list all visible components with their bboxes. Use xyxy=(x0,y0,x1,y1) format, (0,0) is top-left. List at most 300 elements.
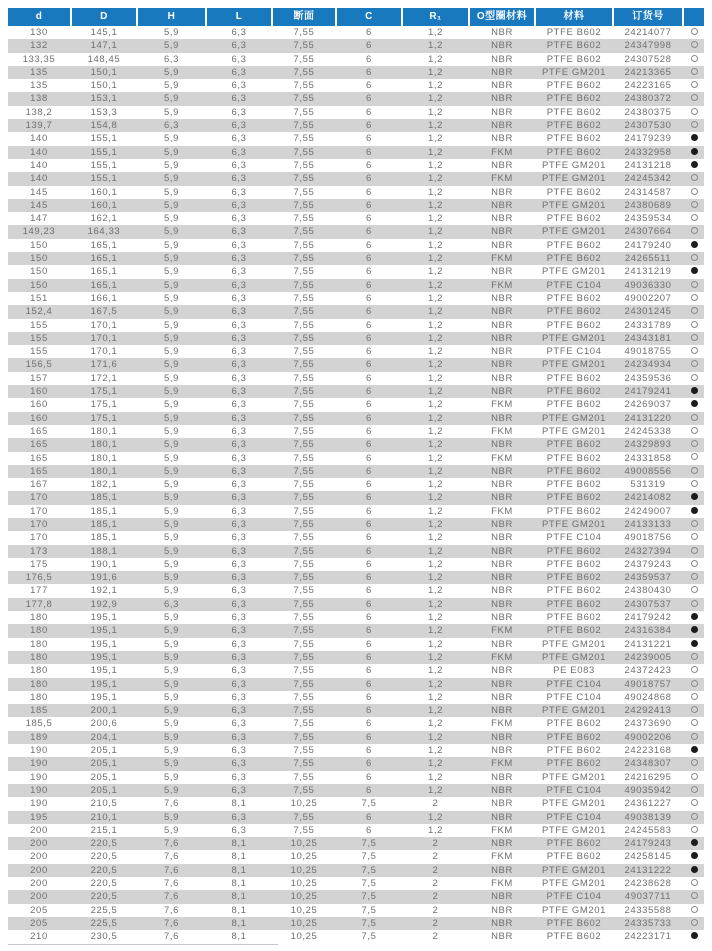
availability-cell xyxy=(684,39,704,52)
table-cell: 6,3 xyxy=(231,266,247,278)
table-cell: 6 xyxy=(366,731,372,743)
table-cell: NBR xyxy=(491,585,513,597)
table-cell: 1,2 xyxy=(427,133,443,145)
table-cell: 6,3 xyxy=(231,545,247,557)
table-cell: PTFE C104 xyxy=(546,678,602,690)
table-cell: 1,2 xyxy=(427,27,443,38)
table-cell: 200 xyxy=(30,824,48,836)
table-cell: 1,2 xyxy=(427,771,443,783)
table-row xyxy=(8,398,704,411)
availability-hollow-circle-icon xyxy=(691,547,698,554)
table-cell: 5,9 xyxy=(163,518,179,530)
table-cell: 5,9 xyxy=(163,625,179,637)
table-row xyxy=(8,146,704,159)
table-cell: 24307664 xyxy=(624,226,672,238)
table-cell: NBR xyxy=(491,532,513,544)
availability-cell xyxy=(684,265,704,278)
table-cell: PTFE B602 xyxy=(546,598,602,610)
table-cell: 145 xyxy=(30,186,48,198)
table-cell: 7,55 xyxy=(293,572,315,584)
table-cell: FKM xyxy=(491,651,513,663)
table-cell: 1,2 xyxy=(427,306,443,318)
table-cell: 7,55 xyxy=(293,718,315,730)
table-cell: 7,55 xyxy=(293,465,315,477)
table-cell: 7,55 xyxy=(293,545,315,557)
table-cell: 1,2 xyxy=(427,811,443,823)
table-cell: 6 xyxy=(366,372,372,384)
table-cell: 1,2 xyxy=(427,266,443,278)
table-cell: 220,5 xyxy=(90,891,118,903)
table-cell: PTFE B602 xyxy=(546,93,602,105)
table-cell: PTFE GM201 xyxy=(541,266,607,278)
table-cell: NBR xyxy=(491,306,513,318)
table-cell: 24179240 xyxy=(624,239,672,251)
table-cell: 1,2 xyxy=(427,572,443,584)
table-cell: 170,1 xyxy=(90,332,118,344)
table-cell: 6 xyxy=(366,53,372,65)
table-cell: 24332958 xyxy=(624,146,672,158)
table-cell: 150,1 xyxy=(90,80,118,92)
table-cell: FKM xyxy=(491,758,513,770)
availability-hollow-circle-icon xyxy=(691,94,698,101)
table-cell: NBR xyxy=(491,27,513,38)
table-cell: 2 xyxy=(432,798,439,810)
table-cell: 155,1 xyxy=(90,133,118,145)
table-cell: 5,9 xyxy=(163,412,179,424)
availability-hollow-circle-icon xyxy=(691,560,698,567)
table-cell: NBR xyxy=(491,917,513,929)
table-cell: FKM xyxy=(491,505,513,517)
table-cell: 7,55 xyxy=(293,625,315,637)
table-row xyxy=(8,239,704,252)
table-cell: 6,3 xyxy=(231,718,247,730)
table-cell: NBR xyxy=(491,332,513,344)
table-cell: 1,2 xyxy=(427,106,443,118)
table-cell: FKM xyxy=(491,824,513,836)
table-cell: 7,55 xyxy=(293,678,315,690)
table-cell: 531319 xyxy=(630,479,666,491)
table-cell: 24179242 xyxy=(624,612,672,624)
table-cell: NBR xyxy=(491,731,513,743)
table-cell: 173 xyxy=(30,545,48,557)
table-cell: 1,2 xyxy=(427,598,443,610)
table-cell: PTFE B602 xyxy=(546,319,602,331)
table-cell: 180 xyxy=(30,612,48,624)
table-cell: 7,6 xyxy=(163,798,179,810)
table-cell: 7,55 xyxy=(293,213,315,225)
table-row xyxy=(8,757,704,770)
table-cell: NBR xyxy=(491,40,513,52)
table-cell: 7,55 xyxy=(293,226,315,238)
table-cell: 180,1 xyxy=(90,465,118,477)
table-cell: 6 xyxy=(366,479,372,491)
table-row xyxy=(8,624,704,637)
table-row xyxy=(8,505,704,518)
availability-cell xyxy=(684,797,704,810)
table-cell: NBR xyxy=(491,811,513,823)
table-cell: 24131222 xyxy=(624,864,672,876)
table-cell: 7,55 xyxy=(293,705,315,717)
table-cell: 6,3 xyxy=(231,186,247,198)
table-cell: 49008556 xyxy=(624,465,672,477)
table-cell: 24131219 xyxy=(624,266,672,278)
table-row xyxy=(8,119,704,132)
table-cell: 24379243 xyxy=(624,558,672,570)
table-cell: 7,55 xyxy=(293,691,315,703)
availability-hollow-circle-icon xyxy=(691,41,698,48)
availability-cell xyxy=(684,425,704,438)
table-cell: NBR xyxy=(491,838,513,850)
availability-cell xyxy=(684,505,704,518)
table-cell: NBR xyxy=(491,292,513,304)
table-cell: 5,9 xyxy=(163,27,179,38)
table-cell: 1,2 xyxy=(427,346,443,358)
table-cell: 7,55 xyxy=(293,253,315,265)
availability-cell xyxy=(684,452,704,465)
table-row xyxy=(8,385,704,398)
table-cell: 180 xyxy=(30,638,48,650)
availability-hollow-circle-icon xyxy=(691,188,698,195)
table-cell: 185,1 xyxy=(90,505,118,517)
table-cell: PTFE B602 xyxy=(546,758,602,770)
table-cell: 190 xyxy=(30,745,48,757)
availability-hollow-circle-icon xyxy=(691,227,698,234)
table-cell: 6,3 xyxy=(231,505,247,517)
table-cell: 7,55 xyxy=(293,106,315,118)
table-cell: NBR xyxy=(491,213,513,225)
table-cell: 1,2 xyxy=(427,784,443,796)
table-cell: 153,3 xyxy=(90,106,118,118)
table-cell: 171,6 xyxy=(90,359,118,371)
table-cell: 1,2 xyxy=(427,479,443,491)
table-cell: 1,2 xyxy=(427,292,443,304)
table-cell: 165,1 xyxy=(90,279,118,291)
table-cell: 7,55 xyxy=(293,332,315,344)
table-cell: 7,55 xyxy=(293,585,315,597)
availability-cell xyxy=(684,319,704,332)
table-cell: 5,9 xyxy=(163,745,179,757)
table-cell: 162,1 xyxy=(90,213,118,225)
table-cell: 185,1 xyxy=(90,518,118,530)
table-cell: 6 xyxy=(366,93,372,105)
table-cell: 170,1 xyxy=(90,319,118,331)
table-cell: 24249007 xyxy=(624,505,672,517)
availability-cell xyxy=(684,106,704,119)
table-cell: 6 xyxy=(366,465,372,477)
availability-hollow-circle-icon xyxy=(691,321,698,328)
table-cell: 7,55 xyxy=(293,319,315,331)
table-cell: 192,9 xyxy=(90,598,118,610)
table-cell: PTFE GM201 xyxy=(541,199,607,211)
availability-cell xyxy=(684,531,704,544)
table-row xyxy=(8,305,704,318)
table-cell: 24380689 xyxy=(624,199,672,211)
availability-cell xyxy=(684,784,704,797)
availability-cell xyxy=(684,864,704,877)
availability-hollow-circle-icon xyxy=(691,533,698,540)
table-cell: 5,9 xyxy=(163,678,179,690)
table-cell: 195,1 xyxy=(90,665,118,677)
availability-cell xyxy=(684,146,704,159)
table-cell: 24343181 xyxy=(624,332,672,344)
table-cell: 1,2 xyxy=(427,612,443,624)
table-cell: 2 xyxy=(432,904,439,916)
table-row xyxy=(8,890,704,903)
table-row xyxy=(8,39,704,52)
table-cell: 24214077 xyxy=(624,27,672,38)
table-cell: PTFE GM201 xyxy=(541,771,607,783)
table-cell: 1,2 xyxy=(427,718,443,730)
table-row xyxy=(8,771,704,784)
table-cell: 6 xyxy=(366,133,372,145)
table-cell: 5,9 xyxy=(163,479,179,491)
table-cell: PTFE GM201 xyxy=(541,159,607,171)
table-cell: 6 xyxy=(366,266,372,278)
table-cell: PTFE B602 xyxy=(546,239,602,251)
table-cell: 7,55 xyxy=(293,399,315,411)
column-header-4: L xyxy=(207,8,273,26)
table-row xyxy=(8,438,704,451)
availability-cell xyxy=(684,624,704,637)
table-cell: PTFE C104 xyxy=(546,532,602,544)
table-cell: 165 xyxy=(30,465,48,477)
table-cell: 7,6 xyxy=(163,891,179,903)
table-cell: 1,2 xyxy=(427,386,443,398)
availability-cell xyxy=(684,212,704,225)
table-cell: 6 xyxy=(366,518,372,530)
table-cell: 1,2 xyxy=(427,625,443,637)
table-cell: 7,55 xyxy=(293,479,315,491)
table-cell: 49002206 xyxy=(624,731,672,743)
table-cell: PTFE B602 xyxy=(546,917,602,929)
table-cell: 190 xyxy=(30,771,48,783)
table-cell: FKM xyxy=(491,851,513,863)
table-cell: 200 xyxy=(30,851,48,863)
table-cell: 167 xyxy=(30,479,48,491)
availability-cell xyxy=(684,186,704,199)
table-cell: 185,5 xyxy=(25,718,53,730)
table-cell: NBR xyxy=(491,465,513,477)
table-cell: FKM xyxy=(491,279,513,291)
column-header-10: 订货号 xyxy=(614,8,684,26)
availability-hollow-circle-icon xyxy=(691,653,698,660)
table-row xyxy=(8,265,704,278)
table-cell: 6,3 xyxy=(231,199,247,211)
availability-hollow-circle-icon xyxy=(691,693,698,700)
table-cell: 175,1 xyxy=(90,399,118,411)
table-cell: 1,2 xyxy=(427,66,443,78)
table-cell: 165,1 xyxy=(90,266,118,278)
availability-hollow-circle-icon xyxy=(691,480,698,487)
table-cell: 7,55 xyxy=(293,638,315,650)
table-row xyxy=(8,345,704,358)
table-cell: 225,5 xyxy=(90,917,118,929)
availability-cell xyxy=(684,837,704,850)
table-cell: 24179241 xyxy=(624,386,672,398)
table-cell: 6 xyxy=(366,359,372,371)
table-cell: 7,6 xyxy=(163,931,179,943)
table-cell: NBR xyxy=(491,691,513,703)
table-cell: NBR xyxy=(491,705,513,717)
table-cell: 6 xyxy=(366,532,372,544)
table-cell: 5,9 xyxy=(163,332,179,344)
table-cell: 7,6 xyxy=(163,851,179,863)
table-cell: 6,3 xyxy=(231,27,247,38)
table-cell: 191,6 xyxy=(90,572,118,584)
table-cell: 1,2 xyxy=(427,758,443,770)
column-header-6: C xyxy=(337,8,403,26)
availability-cell xyxy=(684,558,704,571)
table-cell: PTFE B602 xyxy=(546,479,602,491)
table-cell: 185,1 xyxy=(90,532,118,544)
table-cell: 1,2 xyxy=(427,585,443,597)
table-cell: 8,1 xyxy=(231,917,247,929)
table-cell: 7,55 xyxy=(293,120,315,132)
table-cell: 7,55 xyxy=(293,173,315,185)
availability-cell xyxy=(684,332,704,345)
table-cell: NBR xyxy=(491,120,513,132)
table-cell: 7,55 xyxy=(293,159,315,171)
table-cell: 6,3 xyxy=(231,120,247,132)
table-cell: 8,1 xyxy=(231,798,247,810)
availability-hollow-circle-icon xyxy=(691,906,698,913)
table-cell: 205,1 xyxy=(90,771,118,783)
table-cell: 5,9 xyxy=(163,399,179,411)
table-cell: 6 xyxy=(366,120,372,132)
table-cell: PTFE B602 xyxy=(546,439,602,451)
availability-hollow-circle-icon xyxy=(691,813,698,820)
table-cell: 1,2 xyxy=(427,40,443,52)
table-cell: 6,3 xyxy=(231,731,247,743)
table-cell: 6 xyxy=(366,80,372,92)
availability-filled-circle-icon xyxy=(691,148,698,155)
table-cell: PTFE B602 xyxy=(546,40,602,52)
table-cell: PTFE B602 xyxy=(546,120,602,132)
table-cell: 7,55 xyxy=(293,425,315,437)
table-cell: 6,3 xyxy=(231,346,247,358)
table-cell: 185,1 xyxy=(90,492,118,504)
availability-filled-circle-icon xyxy=(691,613,698,620)
table-cell: NBR xyxy=(491,745,513,757)
table-cell: 195,1 xyxy=(90,625,118,637)
table-cell: 6 xyxy=(366,824,372,836)
table-cell: 6 xyxy=(366,705,372,717)
availability-cell xyxy=(684,904,704,917)
table-cell: 204,1 xyxy=(90,731,118,743)
table-cell: 138,2 xyxy=(25,106,53,118)
table-cell: 6 xyxy=(366,279,372,291)
availability-hollow-circle-icon xyxy=(691,586,698,593)
table-cell: 150 xyxy=(30,266,48,278)
availability-cell xyxy=(684,412,704,425)
table-cell: NBR xyxy=(491,412,513,424)
table-cell: 6,3 xyxy=(231,279,247,291)
table-row xyxy=(8,691,704,704)
table-cell: 6,3 xyxy=(231,532,247,544)
availability-cell xyxy=(684,225,704,238)
table-row xyxy=(8,66,704,79)
table-cell: 7,55 xyxy=(293,598,315,610)
table-cell: NBR xyxy=(491,106,513,118)
table-cell: 6 xyxy=(366,346,372,358)
table-cell: 7,6 xyxy=(163,904,179,916)
table-cell: 24223165 xyxy=(624,80,672,92)
table-cell: 220,5 xyxy=(90,864,118,876)
table-cell: 5,9 xyxy=(163,505,179,517)
availability-hollow-circle-icon xyxy=(691,799,698,806)
availability-cell xyxy=(684,398,704,411)
table-row xyxy=(8,571,704,584)
availability-cell xyxy=(684,584,704,597)
availability-hollow-circle-icon xyxy=(691,374,698,381)
availability-cell xyxy=(684,438,704,451)
table-cell: 6,3 xyxy=(231,439,247,451)
table-cell: 6,3 xyxy=(231,106,247,118)
table-cell: PTFE B602 xyxy=(546,106,602,118)
table-cell: 6,3 xyxy=(231,665,247,677)
table-cell: 7,55 xyxy=(293,53,315,65)
table-cell: 6,3 xyxy=(231,425,247,437)
table-row xyxy=(8,132,704,145)
table-cell: 6,3 xyxy=(231,239,247,251)
availability-cell xyxy=(684,811,704,824)
availability-hollow-circle-icon xyxy=(691,600,698,607)
table-cell: 180,1 xyxy=(90,452,118,464)
availability-cell xyxy=(684,132,704,145)
table-cell: 1,2 xyxy=(427,532,443,544)
table-cell: 5,9 xyxy=(163,612,179,624)
availability-cell xyxy=(684,159,704,172)
table-cell: 2 xyxy=(432,838,439,850)
availability-filled-circle-icon xyxy=(691,493,698,500)
availability-cell xyxy=(684,491,704,504)
availability-cell xyxy=(684,385,704,398)
availability-cell xyxy=(684,26,704,39)
availability-cell xyxy=(684,651,704,664)
table-cell: NBR xyxy=(491,678,513,690)
table-cell: 165,1 xyxy=(90,239,118,251)
table-cell: 7,5 xyxy=(361,851,377,863)
availability-cell xyxy=(684,691,704,704)
table-cell: 49038139 xyxy=(624,811,672,823)
availability-hollow-circle-icon xyxy=(691,879,698,886)
table-row xyxy=(8,850,704,863)
table-cell: 24223168 xyxy=(624,745,672,757)
table-cell: 6 xyxy=(366,292,372,304)
availability-hollow-circle-icon xyxy=(691,467,698,474)
table-cell: 1,2 xyxy=(427,545,443,557)
table-cell: PTFE C104 xyxy=(546,279,602,291)
table-cell: 5,9 xyxy=(163,771,179,783)
table-cell: PTFE B602 xyxy=(546,292,602,304)
table-cell: 24359534 xyxy=(624,213,672,225)
table-cell: 5,9 xyxy=(163,319,179,331)
table-cell: 5,9 xyxy=(163,532,179,544)
table-cell: PTFE GM201 xyxy=(541,332,607,344)
availability-filled-circle-icon xyxy=(691,241,698,248)
availability-cell xyxy=(684,704,704,717)
availability-hollow-circle-icon xyxy=(691,214,698,221)
table-cell: 2 xyxy=(432,864,439,876)
table-cell: 6 xyxy=(366,665,372,677)
table-cell: 24245338 xyxy=(624,425,672,437)
table-cell: 1,2 xyxy=(427,332,443,344)
table-cell: PTFE B602 xyxy=(546,931,602,943)
table-cell: 6 xyxy=(366,146,372,158)
availability-hollow-circle-icon xyxy=(691,573,698,580)
availability-cell xyxy=(684,92,704,105)
availability-hollow-circle-icon xyxy=(691,773,698,780)
